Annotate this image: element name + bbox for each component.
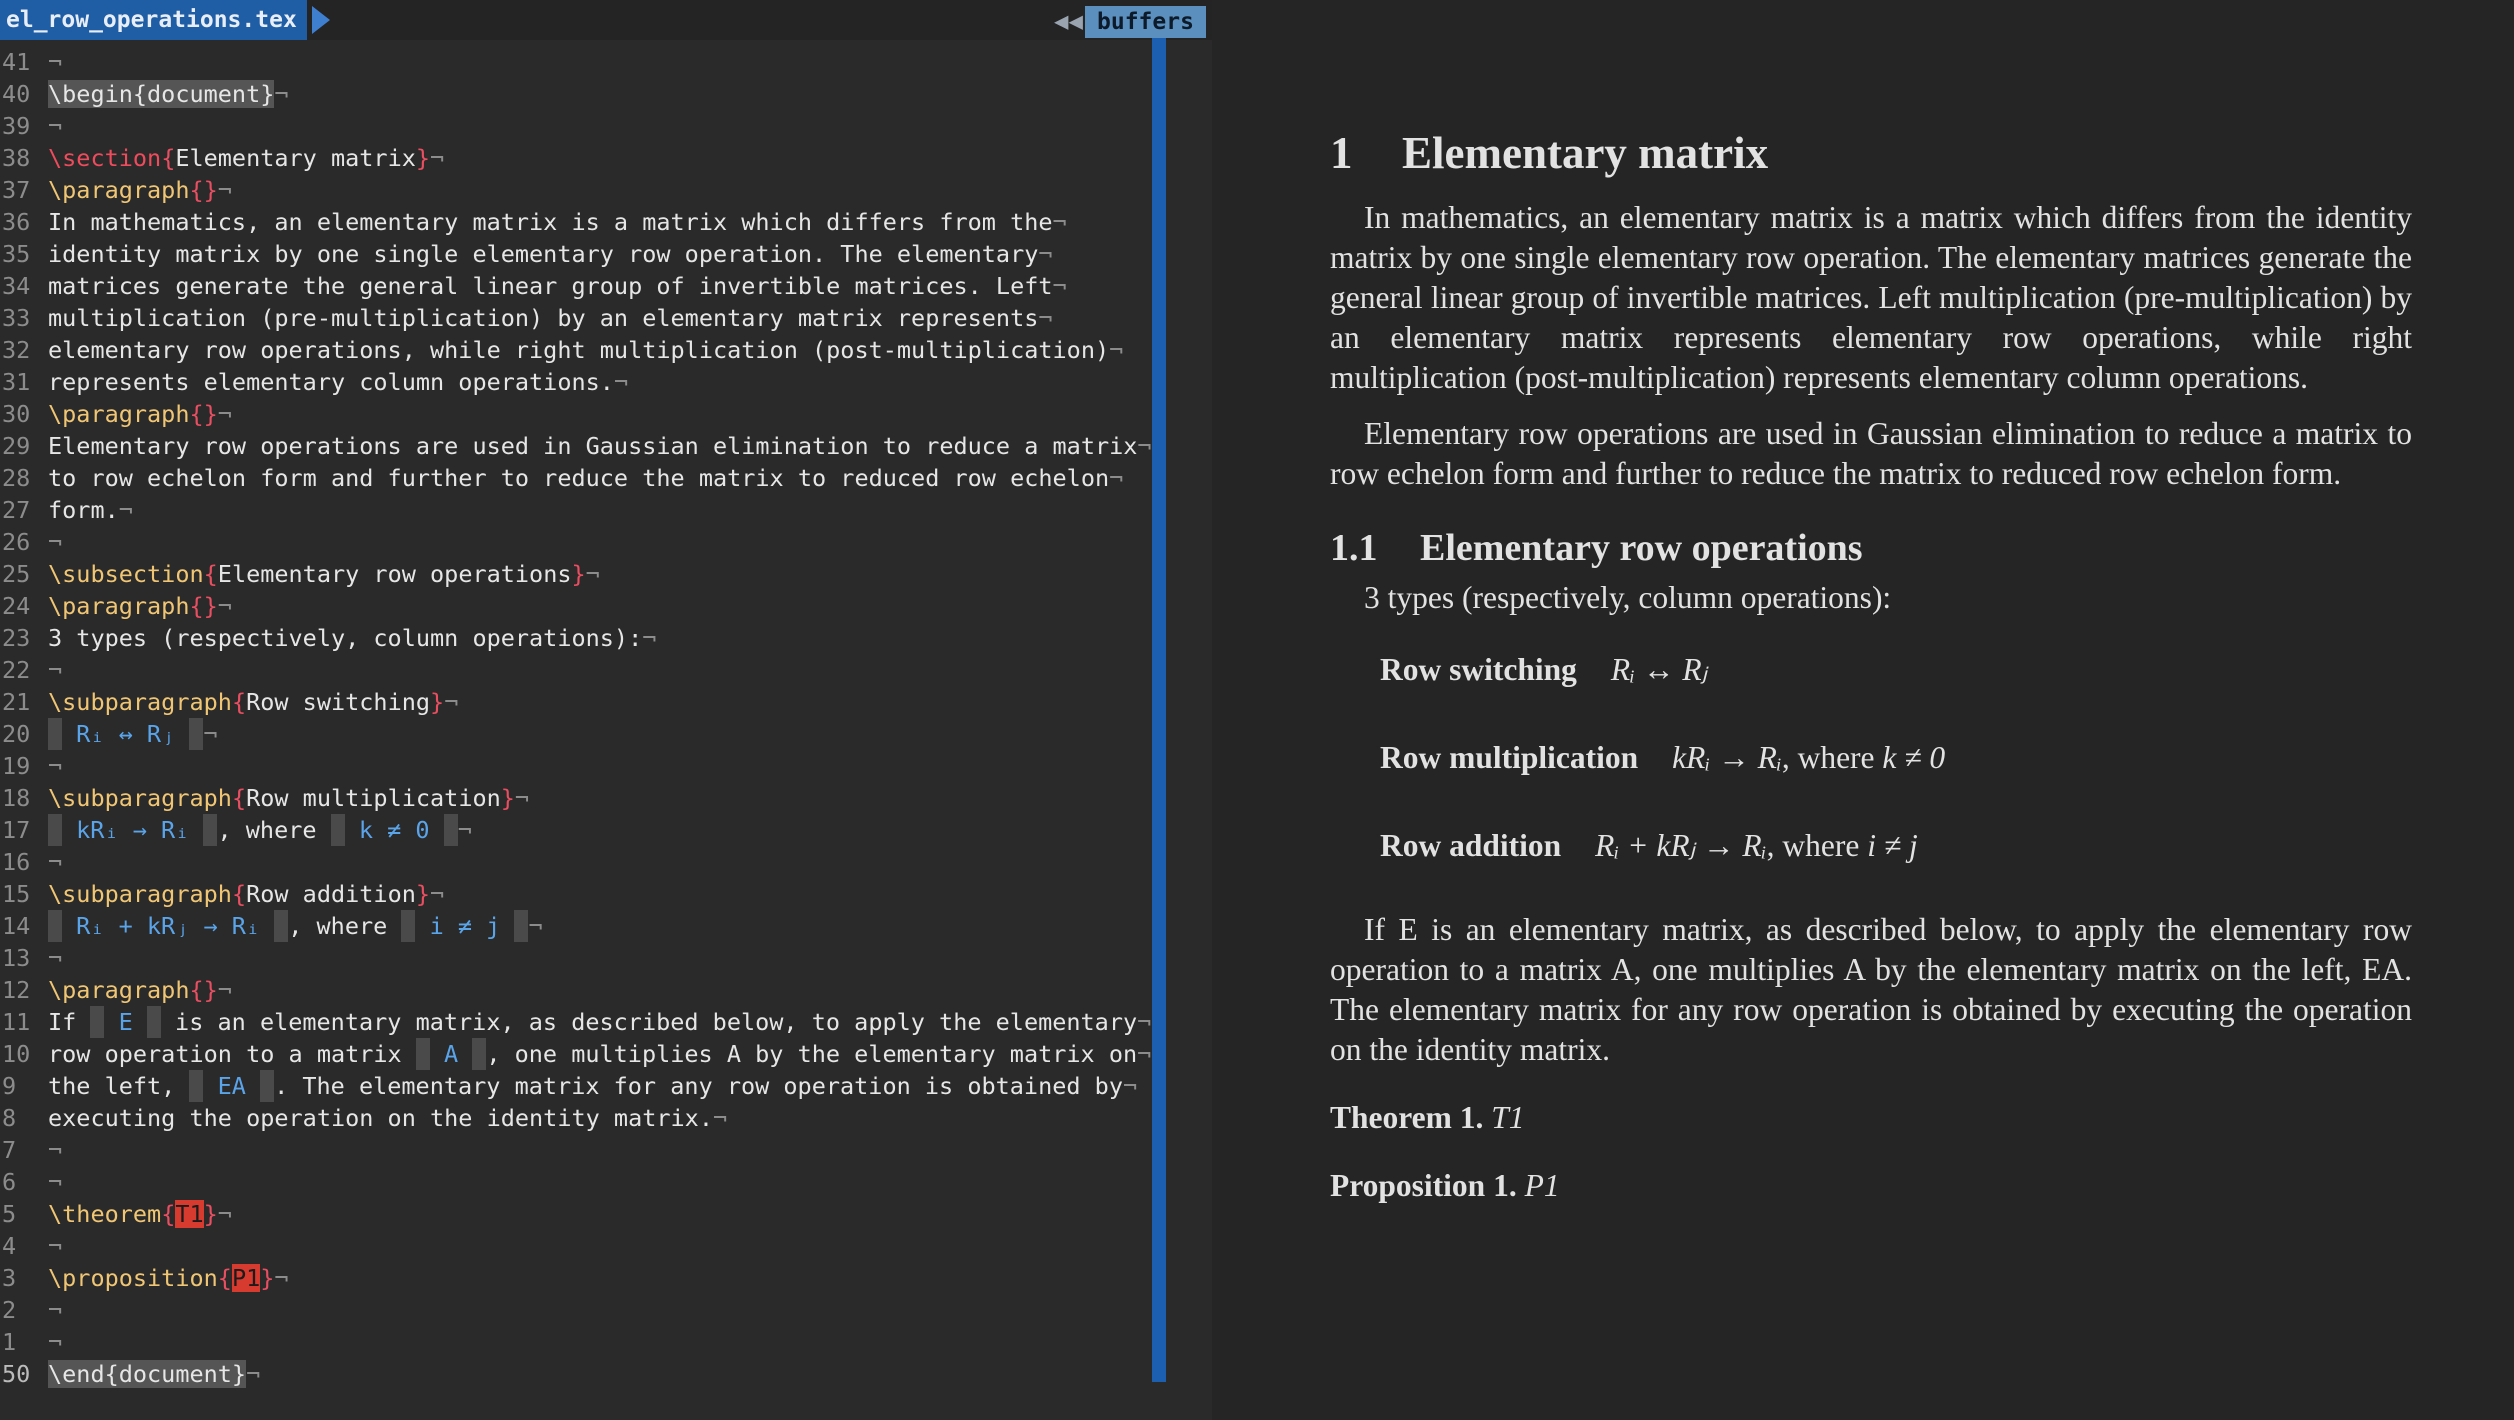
line-number: 28: [2, 464, 31, 492]
code-token: P1: [231, 1264, 261, 1292]
row-switching: [1330, 650, 2412, 690]
row-multiplication: [1330, 738, 2412, 778]
line-number: 14: [2, 912, 31, 940]
concealed-math-delimiter: [90, 1006, 104, 1038]
code-token: \begin{document}: [48, 80, 275, 108]
code-line[interactable]: [0, 1358, 1160, 1390]
code-line[interactable]: [0, 398, 1160, 430]
theorem-body: T1: [1491, 1100, 1525, 1135]
line-number: 3: [2, 1264, 17, 1292]
eol-marker: ¬: [48, 848, 63, 876]
code-token: identity matrix by one single elementary row operation. The elementary: [48, 240, 1039, 268]
code-token: multiplication (pre-multiplication) by an elementary matrix represents: [48, 304, 1039, 332]
line-number: 4: [2, 1232, 17, 1260]
code-token: executing the operation on the identity matrix.: [48, 1104, 713, 1132]
code-line[interactable]: [0, 1262, 1160, 1294]
line-number: 7: [2, 1136, 17, 1164]
eol-marker: ¬: [430, 144, 445, 172]
eol-marker: ¬: [48, 944, 63, 972]
concealed-math-delimiter: [401, 910, 415, 942]
code-line[interactable]: [0, 174, 1160, 206]
code-token: matrices generate the general linear group of invertible matrices. Left: [48, 272, 1053, 300]
code-line[interactable]: [0, 974, 1160, 1006]
eol-marker: ¬: [1137, 1008, 1152, 1036]
line-number: 25: [2, 560, 31, 588]
line-number: 1: [2, 1328, 17, 1356]
code-token: {: [203, 560, 218, 588]
code-line[interactable]: [0, 1038, 1160, 1070]
row-multiplication-where: , where: [1781, 740, 1883, 775]
line-text: [44, 78, 289, 110]
line-number: 13: [2, 944, 31, 972]
line-text: [44, 238, 1053, 270]
line-number: 50: [2, 1360, 31, 1388]
line-text: [44, 814, 472, 846]
code-token: is an elementary matrix, as described below, to apply the elementary: [160, 1008, 1138, 1036]
line-number: 2: [2, 1296, 17, 1324]
line-number: 8: [2, 1104, 17, 1132]
line-number: 32: [2, 336, 31, 364]
line-number: 23: [2, 624, 31, 652]
line-number: 40: [2, 80, 31, 108]
code-token: {}: [189, 592, 218, 620]
code-token: If: [48, 1008, 91, 1036]
eol-marker: ¬: [48, 1168, 63, 1196]
proposition-body: P1: [1524, 1168, 1560, 1203]
code-line[interactable]: [0, 46, 1160, 78]
buffers-arrow-icon: ◀◀: [1054, 7, 1083, 35]
code-token: \paragraph: [48, 592, 190, 620]
eol-marker: ¬: [217, 1200, 232, 1228]
paragraph-1: In mathematics, an elementary matrix is a matrix which differs from the identity matrix by one single elementary row operation. The elementary matrices generate the general linear group of invertible matrices. Left multiplication (pre-multiplication) by an elementary matrix represents elementary row operations, while right multiplication (post-multiplication) represents elementary column operations.: [1330, 200, 2412, 395]
concealed-math-delimiter: [260, 1070, 274, 1102]
code-token: Elementary row operations are used in Gaussian elimination to reduce a matrix: [48, 432, 1138, 460]
line-text: [44, 1134, 62, 1166]
code-token: Row multiplication: [246, 784, 501, 812]
code-token: to row echelon form and further to reduce the matrix to reduced row echelon: [48, 464, 1110, 492]
code-token: {: [231, 784, 247, 812]
code-token: }: [500, 784, 515, 812]
line-text: [44, 46, 62, 78]
code-line[interactable]: [0, 910, 1160, 942]
row-multiplication-cond: k ≠ 0: [1882, 740, 1946, 775]
line-text: [44, 1358, 260, 1390]
line-number: 37: [2, 176, 31, 204]
line-text: [44, 622, 656, 654]
code-line[interactable]: [0, 78, 1160, 110]
line-number: 39: [2, 112, 31, 140]
code-token: Elementary matrix: [175, 144, 416, 172]
code-token: EA: [203, 1072, 261, 1100]
concealed-math-delimiter: [48, 814, 62, 846]
code-token: E: [104, 1008, 147, 1036]
code-line[interactable]: [0, 1166, 1160, 1198]
line-text: [44, 462, 1123, 494]
eol-marker: ¬: [1052, 272, 1067, 300]
row-addition-label: Row addition: [1380, 828, 1562, 863]
concealed-math-delimiter: [274, 910, 288, 942]
line-text: [44, 974, 232, 1006]
code-token: elementary row operations, while right multiplication (post-multiplication): [48, 336, 1110, 364]
code-line[interactable]: [0, 718, 1160, 750]
code-token: In mathematics, an elementary matrix is a matrix which differs from the: [48, 208, 1053, 236]
code-line[interactable]: [0, 750, 1160, 782]
line-text: [44, 366, 628, 398]
code-token: , one multiplies A by the elementary matrix on: [486, 1040, 1138, 1068]
theorem: [1330, 1098, 2412, 1138]
code-line[interactable]: [0, 1134, 1160, 1166]
line-text: [44, 334, 1123, 366]
line-text: [44, 1102, 727, 1134]
line-number: 38: [2, 144, 31, 172]
eol-marker: ¬: [457, 816, 472, 844]
code-token: Elementary row operations: [217, 560, 572, 588]
eol-marker: ¬: [246, 1360, 261, 1388]
document-body: [1330, 118, 2412, 1206]
eol-marker: ¬: [528, 912, 543, 940]
code-line[interactable]: [0, 590, 1160, 622]
line-text: [44, 526, 62, 558]
code-token: form.: [48, 496, 119, 524]
pdf-preview-pane[interactable]: [1212, 0, 2514, 1420]
proposition: [1330, 1166, 2412, 1206]
eol-marker: ¬: [48, 1296, 63, 1324]
code-token: row operation to a matrix: [48, 1040, 416, 1068]
line-text: [44, 910, 543, 942]
row-multiplication-label: Row multiplication: [1380, 740, 1639, 775]
code-token: . The elementary matrix for any row operation is obtained by: [274, 1072, 1123, 1100]
line-number: 11: [2, 1008, 31, 1036]
code-line[interactable]: [0, 462, 1160, 494]
eol-marker: ¬: [430, 880, 445, 908]
eol-marker: ¬: [217, 176, 232, 204]
eol-marker: ¬: [613, 368, 629, 396]
code-token: T1: [175, 1200, 204, 1228]
line-number: 24: [2, 592, 31, 620]
code-token: \subparagraph: [48, 880, 232, 908]
code-token: \paragraph: [48, 400, 190, 428]
code-token: }: [415, 144, 431, 172]
line-text: [44, 1006, 1151, 1038]
line-number: 26: [2, 528, 31, 556]
line-text: [44, 718, 218, 750]
line-text: [44, 1070, 1137, 1102]
row-addition-cond: i ≠ j: [1867, 828, 1918, 863]
code-line[interactable]: [0, 334, 1160, 366]
file-tab[interactable]: el_row_operations.tex: [0, 0, 307, 40]
code-token: Rᵢ + kRⱼ → Rᵢ: [62, 912, 275, 940]
eol-marker: ¬: [1052, 208, 1067, 236]
code-line[interactable]: [0, 1006, 1160, 1038]
eol-marker: ¬: [217, 400, 232, 428]
eol-marker: ¬: [1137, 432, 1152, 460]
eol-marker: ¬: [1109, 464, 1124, 492]
section-heading: [1330, 118, 2412, 188]
line-text: [44, 142, 444, 174]
code-line[interactable]: [0, 942, 1160, 974]
code-line[interactable]: [0, 302, 1160, 334]
eol-marker: ¬: [1137, 1040, 1152, 1068]
line-number: 29: [2, 432, 31, 460]
code-token: \subsection: [48, 560, 204, 588]
line-text: [44, 430, 1152, 462]
line-number: 22: [2, 656, 31, 684]
code-token: \subparagraph: [48, 784, 232, 812]
code-token: , where: [288, 912, 402, 940]
eol-marker: ¬: [48, 1232, 63, 1260]
concealed-math-delimiter: [147, 1006, 161, 1038]
line-text: [44, 494, 133, 526]
code-token: }: [260, 1264, 275, 1292]
line-number: 20: [2, 720, 31, 748]
eol-marker: ¬: [203, 720, 218, 748]
row-addition: [1330, 826, 2412, 866]
line-number: 33: [2, 304, 31, 332]
code-token: \paragraph: [48, 176, 190, 204]
concealed-math-delimiter: [189, 718, 203, 750]
line-text: [44, 686, 458, 718]
code-line[interactable]: [0, 622, 1160, 654]
line-text: [44, 1262, 289, 1294]
code-token: }: [571, 560, 586, 588]
code-token: \theorem: [48, 1200, 162, 1228]
code-token: }: [203, 1200, 218, 1228]
line-number: 10: [2, 1040, 31, 1068]
line-number: 16: [2, 848, 31, 876]
line-number: 31: [2, 368, 31, 396]
line-text: [44, 782, 529, 814]
code-token: Rᵢ ↔ Rⱼ: [62, 720, 190, 748]
eol-marker: ¬: [48, 48, 63, 76]
code-line[interactable]: [0, 1102, 1160, 1134]
line-number: 17: [2, 816, 31, 844]
eol-marker: ¬: [48, 1328, 63, 1356]
code-line[interactable]: [0, 654, 1160, 686]
theorem-label: Theorem 1.: [1330, 1100, 1484, 1135]
code-line[interactable]: [0, 1070, 1160, 1102]
eol-marker: ¬: [217, 976, 232, 1004]
code-line[interactable]: [0, 206, 1160, 238]
code-line[interactable]: [0, 1198, 1160, 1230]
eol-marker: ¬: [217, 592, 232, 620]
line-number: 36: [2, 208, 31, 236]
line-number: 15: [2, 880, 31, 908]
line-number: 5: [2, 1200, 17, 1228]
eol-marker: ¬: [514, 784, 530, 812]
code-token: i ≠ j: [415, 912, 515, 940]
eol-marker: ¬: [48, 112, 63, 140]
eol-marker: ¬: [274, 1264, 289, 1292]
line-text: [44, 1038, 1151, 1070]
concealed-math-delimiter: [189, 1070, 203, 1102]
subsection-title: Elementary row operations: [1420, 527, 1863, 569]
code-token: represents elementary column operations.: [48, 368, 614, 396]
eol-marker: ¬: [48, 752, 63, 780]
line-text: [44, 270, 1067, 302]
line-text: [44, 1326, 62, 1358]
concealed-math-delimiter: [514, 910, 528, 942]
code-token: k ≠ 0: [344, 816, 444, 844]
code-token: Row switching: [246, 688, 431, 716]
code-token: \paragraph: [48, 976, 190, 1004]
code-token: }: [430, 688, 445, 716]
editor-pane[interactable]: [0, 0, 1212, 1420]
code-line[interactable]: [0, 270, 1160, 302]
line-text: [44, 302, 1053, 334]
line-text: [44, 110, 62, 142]
subsection-number: 1.1: [1330, 527, 1378, 569]
code-line[interactable]: [0, 782, 1160, 814]
eol-marker: ¬: [274, 80, 289, 108]
line-text: [44, 398, 232, 430]
line-text: [44, 590, 232, 622]
code-token: kRᵢ → Rᵢ: [62, 816, 204, 844]
code-token: {}: [189, 400, 218, 428]
proposition-label: Proposition 1.: [1330, 1168, 1517, 1203]
line-text: [44, 654, 62, 686]
line-number: 27: [2, 496, 31, 524]
line-text: [44, 878, 444, 910]
eol-marker: ¬: [48, 528, 63, 556]
code-line[interactable]: [0, 430, 1160, 462]
eol-marker: ¬: [1038, 240, 1053, 268]
line-number: 19: [2, 752, 31, 780]
code-line[interactable]: [0, 686, 1160, 718]
scrollbar[interactable]: [1152, 38, 1166, 1382]
eol-marker: ¬: [444, 688, 459, 716]
concealed-math-delimiter: [48, 910, 62, 942]
code-line[interactable]: [0, 846, 1160, 878]
code-token: \subparagraph: [48, 688, 232, 716]
code-token: \proposition: [48, 1264, 218, 1292]
code-line[interactable]: [0, 110, 1160, 142]
tab-arrow-icon: [312, 6, 330, 34]
code-token: \end{document}: [48, 1360, 247, 1388]
line-number: 12: [2, 976, 31, 1004]
eol-marker: ¬: [48, 656, 63, 684]
eol-marker: ¬: [1122, 1072, 1138, 1100]
code-line[interactable]: [0, 526, 1160, 558]
line-text: [44, 206, 1067, 238]
code-line[interactable]: [0, 238, 1160, 270]
eol-marker: ¬: [712, 1104, 728, 1132]
concealed-math-delimiter: [444, 814, 458, 846]
line-text: [44, 174, 232, 206]
code-line[interactable]: [0, 366, 1160, 398]
code-token: {: [231, 880, 247, 908]
code-area[interactable]: [0, 46, 1160, 1390]
code-line[interactable]: [0, 1230, 1160, 1262]
code-token: {: [217, 1264, 232, 1292]
buffers-tab[interactable]: buffers: [1085, 6, 1206, 38]
row-switching-math: Rᵢ ↔ Rⱼ: [1610, 652, 1708, 687]
code-token: {: [161, 1200, 176, 1228]
line-text: [44, 846, 62, 878]
line-text: [44, 942, 62, 974]
line-text: [44, 558, 600, 590]
concealed-math-delimiter: [331, 814, 345, 846]
line-number: 18: [2, 784, 31, 812]
row-addition-math: Rᵢ + kRⱼ → Rᵢ: [1595, 828, 1767, 863]
row-multiplication-math: kRᵢ → Rᵢ: [1672, 740, 1782, 775]
paragraph-3: 3 types (respectively, column operations):: [1364, 580, 1892, 615]
code-token: the left,: [48, 1072, 190, 1100]
line-number: 6: [2, 1168, 17, 1196]
eol-marker: ¬: [1038, 304, 1053, 332]
concealed-math-delimiter: [472, 1038, 486, 1070]
eol-marker: ¬: [642, 624, 657, 652]
paragraph-4: If E is an elementary matrix, as described below, to apply the elementary row operation to a matrix A, one multiplies A by the elementary matrix on the left, EA. The elementary matrix for any row operation is obtained by executing the operation on the identity matrix.: [1330, 912, 2412, 1067]
section-number: 1: [1330, 128, 1353, 178]
line-text: [44, 1294, 62, 1326]
code-token: {}: [189, 976, 218, 1004]
code-line[interactable]: [0, 1326, 1160, 1358]
eol-marker: ¬: [118, 496, 133, 524]
code-token: 3 types (respectively, column operations):: [48, 624, 643, 652]
eol-marker: ¬: [48, 1136, 63, 1164]
line-text: [44, 1198, 232, 1230]
code-token: }: [415, 880, 431, 908]
line-text: [44, 1230, 62, 1262]
subsection-heading: [1330, 518, 2412, 578]
line-number: 21: [2, 688, 31, 716]
row-switching-label: Row switching: [1380, 652, 1577, 687]
code-line[interactable]: [0, 878, 1160, 910]
line-number: 41: [2, 48, 31, 76]
line-text: [44, 750, 62, 782]
code-line[interactable]: [0, 142, 1160, 174]
code-token: , where: [217, 816, 331, 844]
code-token: {}: [189, 176, 218, 204]
line-number: 30: [2, 400, 31, 428]
paragraph-2: Elementary row operations are used in Gaussian elimination to reduce a matrix to row echelon form and further to reduce the matrix to reduced row echelon form.: [1330, 416, 2412, 491]
row-addition-where: , where: [1766, 828, 1868, 863]
code-token: {: [231, 688, 247, 716]
tabline: [0, 0, 1212, 40]
eol-marker: ¬: [585, 560, 600, 588]
code-token: {: [161, 144, 176, 172]
concealed-math-delimiter: [416, 1038, 430, 1070]
code-line[interactable]: [0, 494, 1160, 526]
line-text: [44, 1166, 62, 1198]
line-number: 9: [2, 1072, 17, 1100]
concealed-math-delimiter: [48, 718, 62, 750]
code-line[interactable]: [0, 1294, 1160, 1326]
line-number: 34: [2, 272, 31, 300]
eol-marker: ¬: [1109, 336, 1124, 364]
concealed-math-delimiter: [203, 814, 217, 846]
code-token: A: [429, 1040, 473, 1068]
line-number: 35: [2, 240, 31, 268]
section-title: Elementary matrix: [1402, 128, 1769, 178]
code-token: \section: [48, 144, 162, 172]
code-token: Row addition: [246, 880, 416, 908]
code-line[interactable]: [0, 558, 1160, 590]
code-line[interactable]: [0, 814, 1160, 846]
